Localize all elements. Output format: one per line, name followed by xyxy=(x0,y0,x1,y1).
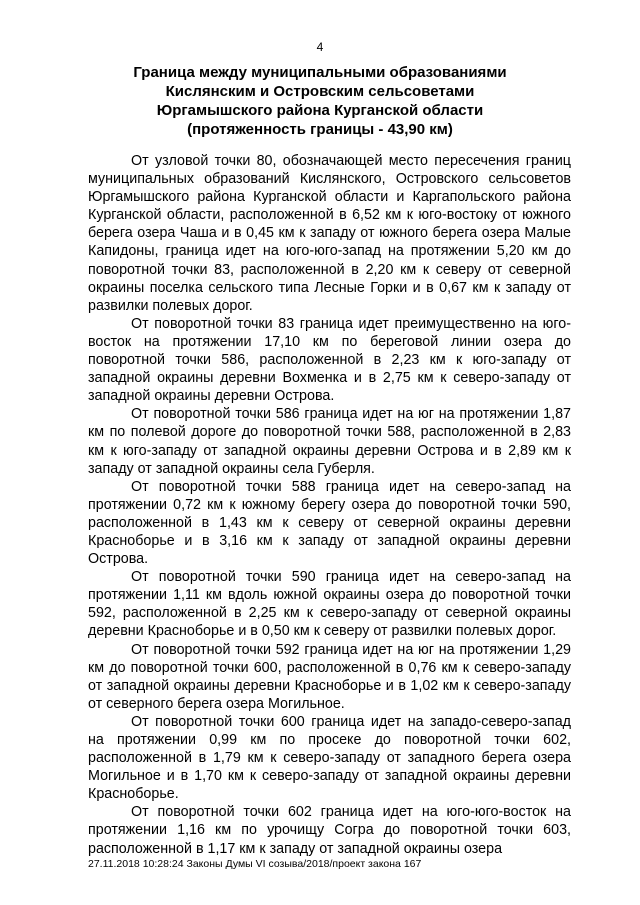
paragraph: От поворотной точки 590 граница идет на северо-запад на протяжении 1,11 км вдоль южной окраины озера до поворотной точки 592, расположенной в 2,25 км к северо-западу от северной окраины деревни Красноборье и в 0,50 км к северу от развилки полевых дорог. xyxy=(88,569,571,640)
paragraph: От поворотной точки 588 граница идет на северо-запад на протяжении 0,72 км к южному берегу озера до поворотной точки 590, расположенной в 1,43 км к северу от северной окраины деревни Красноборье и в 3,16 км к западу от западной окраины деревни Острова. xyxy=(88,478,571,568)
title-line: (протяженность границы - 43,90 км) xyxy=(187,121,453,138)
document-title xyxy=(60,63,580,139)
document-footer: 27.11.2018 10:28:24 Законы Думы VI созыва/2018/проект закона 167 xyxy=(88,858,422,870)
title-line: Кислянским и Островским сельсоветами xyxy=(165,83,475,100)
paragraph: От поворотной точки 600 граница идет на западо-северо-запад на протяжении 0,99 км по просеке до поворотной точки 602, расположенной в 1,79 км к северо-западу от западного берега озера Могильное и в 1,70 км к северо-западу от западной окраины деревни Красноборье. xyxy=(88,713,571,803)
paragraph: От поворотной точки 592 граница идет на юг на протяжении 1,29 км до поворотной точки 600, расположенной в 0,76 км к северо-западу от западной окраины деревни Красноборье и в 1,02 км к северо-западу от северного берега озера Могильное. xyxy=(88,641,571,712)
document-body xyxy=(88,152,571,858)
paragraph: От поворотной точки 83 граница идет преимущественно на юго-восток на протяжении 17,10 км по береговой линии озера до поворотной точки 586, расположенной в 2,23 км к юго-западу от западной окраины деревни Вохменка и в 2,75 км к северо-западу от западной окраины деревни Острова. xyxy=(88,315,571,405)
paragraph: От поворотной точки 602 граница идет на юго-юго-восток на протяжении 1,16 км по урочищу Согра до поворотной точки 603, расположенной в 1,17 км к западу от западной окраины озера xyxy=(88,804,571,857)
title-line: Граница между муниципальными образованиями xyxy=(133,64,507,81)
page-number: 4 xyxy=(316,40,324,54)
paragraph: От узловой точки 80, обозначающей место пересечения границ муниципальных образований Кислянского, Островского сельсоветов Юргамышского района Курганской области и Каргапольского района Курганской области, расположенной в 6,52 км к юго-востоку от южного берега озера Чаша и в 0,45 км к западу от южного берега озера Малые Капидоны, граница идет на юго-юго-запад на протяжении 5,20 км до поворотной точки 83, расположенной в 2,20 км к северу от северной окраины поселка сельского типа Лесные Горки и в 0,67 км к западу от развилки полевых дорог. xyxy=(88,153,571,314)
title-line: Юргамышского района Курганской области xyxy=(156,102,484,119)
paragraph: От поворотной точки 586 граница идет на юг на протяжении 1,87 км по полевой дороге до поворотной точки 588, расположенной в 2,83 км к юго-западу от западной окраины деревни Острова и в 2,89 км к западу от западной окраины села Губерля. xyxy=(88,406,571,477)
